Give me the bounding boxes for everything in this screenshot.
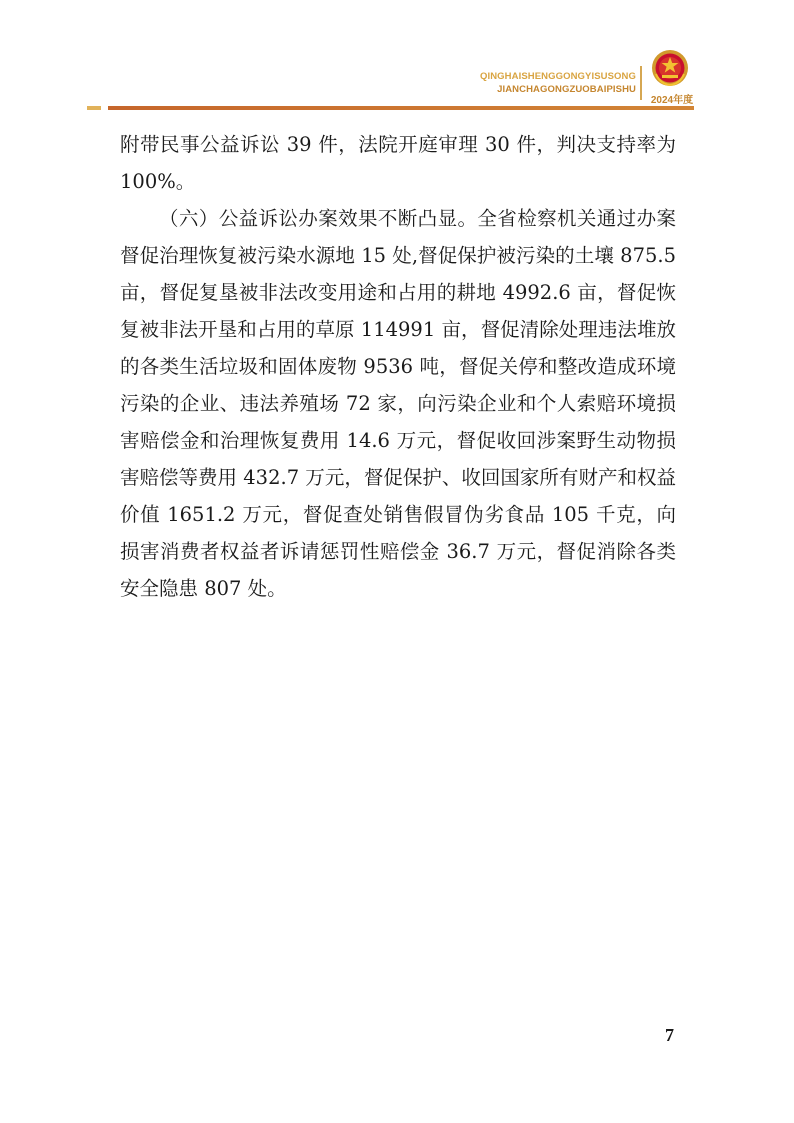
section-heading: （六）公益诉讼办案效果不断凸显。: [159, 207, 478, 230]
header-title: [480, 70, 636, 96]
paragraph: 附带民事公益诉讼 39 件，法院开庭审理 30 件，判决支持率为 100%。: [120, 133, 676, 193]
header-divider: [640, 66, 642, 100]
procuratorate-emblem-icon: [650, 48, 690, 88]
header-title-line2: JIANCHAGONGZUOBAIPISHU: [497, 84, 636, 95]
header-title-line1: QINGHAISHENGGONGYISUSONG: [479, 71, 636, 82]
paragraph-text: 全省检察机关通过办案督促治理恢复被污染水源地 15 处,督促保护被污染的土壤 875.5 亩，督促复垦被非法改变用途和占用的耕地 4992.6 亩，督促恢复被非法开垦和占用的草原 114991 亩，督促清除处理违法堆放的各类生活垃圾和固体废物 9536 吨，督促关停和整改造成环境污染的企业、违法养殖场 72 家，向污染企业和个人索赔环境损害赔偿金和治理恢复费用 14.6 万元，督促收回涉案野生动物损害赔偿等费用 432.7 万元，督促保护、收回国家所有财产和权益价值 1651.2 万元，督促查处销售假冒伪劣食品 105 千克，向损害消费者权益者诉请惩罚性赔偿金 36.7 万元，督促消除各类安全隐患 807 处。: [120, 207, 676, 600]
header-rule: [108, 106, 694, 110]
page-number: 7: [665, 1025, 674, 1045]
document-body: [120, 126, 676, 607]
header-rule-accent: [87, 106, 101, 110]
header-year: 2024年度: [650, 95, 694, 106]
paragraph: [120, 200, 676, 607]
